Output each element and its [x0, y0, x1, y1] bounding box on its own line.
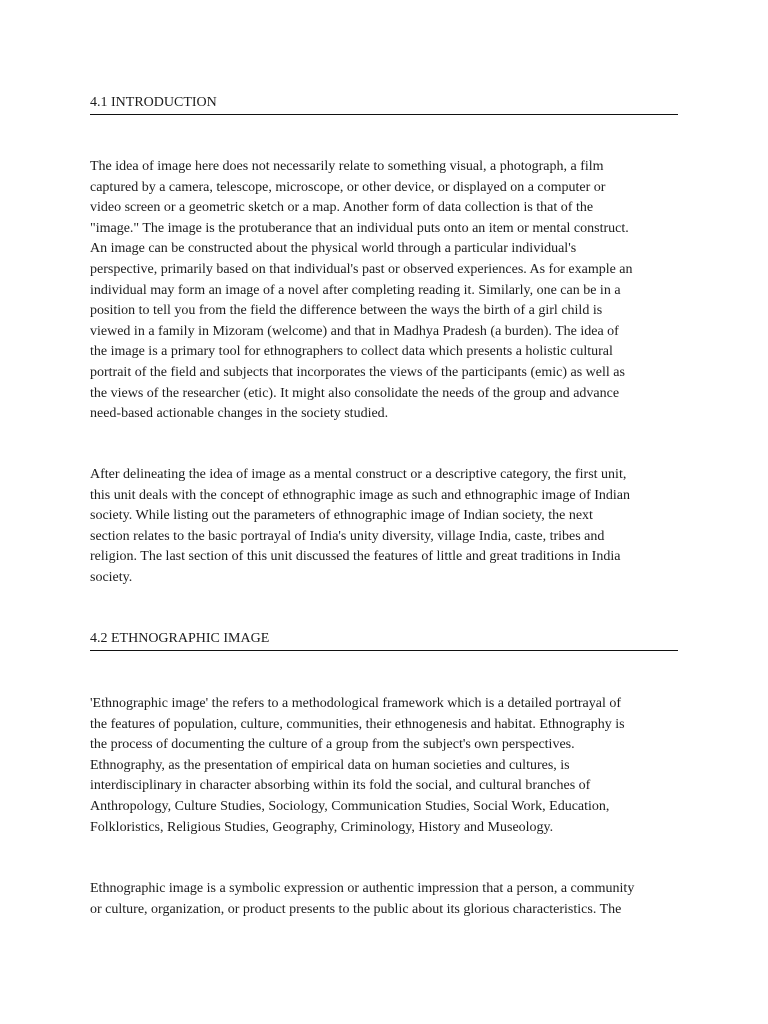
paragraph-introduction-1: The idea of image here does not necessarily relate to something visual, a photograph, a film captured by a camera, telescope, microscope, or other device, or displayed on a computer or video screen or a geometric sketch or a map. Another form of data collection is that of the "image." The image is the protuberance that an individual puts onto an item or mental construct. An image can be constructed about the physical world through a particular individual's perspective, primarily based on that individual's past or observed experiences. As for example an individual may form an image of a novel after completing reading it. Similarly, one can be in a position to tell you from the field the difference between the ways the birth of a girl child is viewed in a family in Mizoram (welcome) and that in Madhya Pradesh (a burden). The idea of the image is a primary tool for ethnographers to collect data which presents a holistic cultural portrait of the field and subjects that incorporates the views of the participants (emic) as well as the views of the researcher (etic). It might also consolidate the needs of the group and advance need-based actionable changes in the society studied. [90, 159, 633, 422]
paragraph-ethnographic-image-2: Ethnographic image is a symbolic expression or authentic impression that a person, a community or culture, organization, or product presents to the public about its glorious characteristics. The [90, 881, 635, 917]
section-heading-ethnographic-image: 4.2 ETHNOGRAPHIC IMAGE [90, 630, 678, 651]
section-heading-introduction: 4.1 INTRODUCTION [90, 94, 678, 115]
paragraph-ethnographic-image-1: 'Ethnographic image' the refers to a methodological framework which is a detailed portrayal of the features of population, culture, communities, their ethnogenesis and habitat. Ethnography is the process of documenting the culture of a group from the subject's own perspectives. Ethnography, as the presentation of empirical data on human societies and cultures, is interdisciplinary in character absorbing within its fold the social, and cultural branches of Anthropology, Culture Studies, Sociology, Communication Studies, Social Work, Education, Folkloristics, Religious Studies, Geography, Criminology, History and Museology. [90, 696, 625, 835]
paragraph-introduction-2: After delineating the idea of image as a mental construct or a descriptive category, the first unit, this unit deals with the concept of ethnographic image as such and ethnographic image of Indian society. While listing out the parameters of ethnographic image of Indian society, the next section relates to the basic portrayal of India's unity diversity, village India, caste, tribes and religion. The last section of this unit discussed the features of little and great traditions in India society. [90, 467, 631, 585]
